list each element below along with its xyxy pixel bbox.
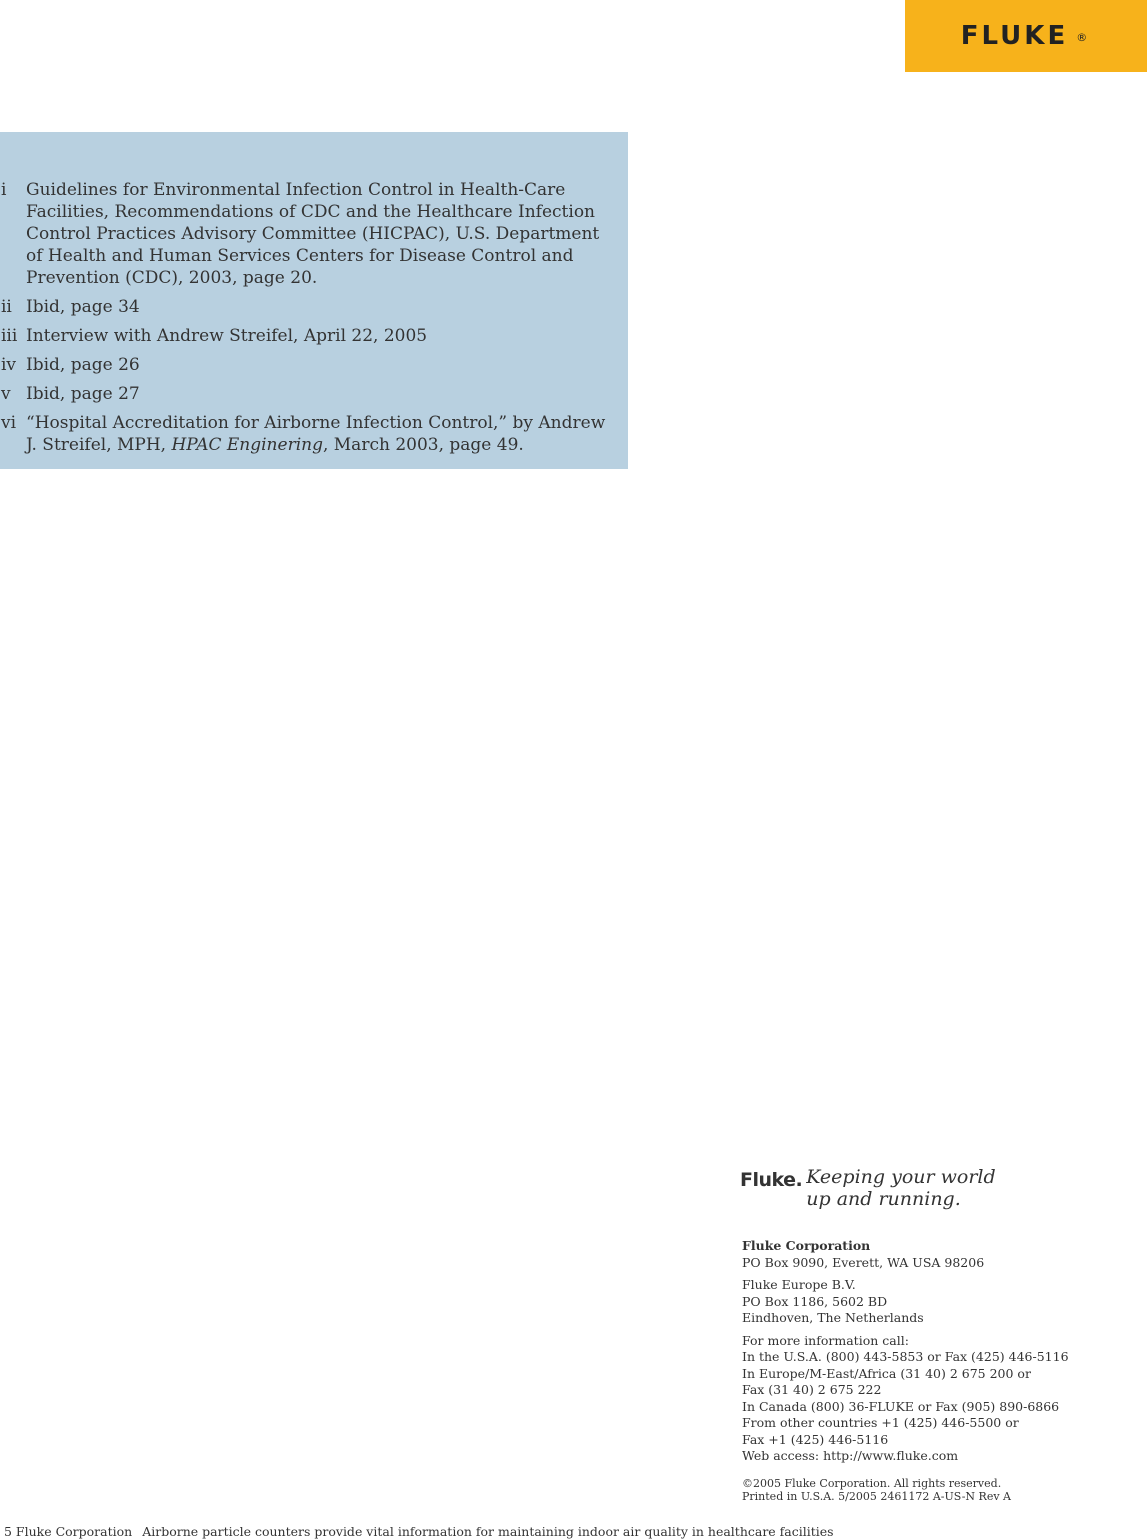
europe-line: Eindhoven, The Netherlands xyxy=(742,1310,924,1325)
info-line: In Canada (800) 36-FLUKE or Fax (905) 890-6866 xyxy=(742,1398,1060,1414)
registered-mark: ® xyxy=(1076,30,1088,44)
endnote xyxy=(0,412,608,456)
endnote xyxy=(0,354,608,376)
footer-title: Airborne particle counters provide vital information for maintaining indoor air quality in healthcare facilities xyxy=(142,1524,834,1539)
info-block xyxy=(742,1333,1142,1465)
endnote-text: Ibid, page 26 xyxy=(26,355,140,375)
endnote xyxy=(0,383,608,405)
publication-title: HPAC Enginering xyxy=(171,435,323,455)
footer-page: 5 Fluke Corporation xyxy=(4,1524,133,1539)
endnote-number: v xyxy=(1,384,11,404)
endnote-text-after: , March 2003, page 49. xyxy=(322,435,524,455)
corporation-block xyxy=(742,1238,1142,1271)
endnote-number: iv xyxy=(1,355,17,375)
tagline-slogan: Keeping your world up and running. xyxy=(806,1166,996,1210)
printed-info: Printed in U.S.A. 5/2005 2461172 A-US-N Rev A xyxy=(742,1489,1012,1503)
endnote-text-before: “Hospital Accreditation for Airborne Infection Control,” by Andrew J. Streifel, MPH, xyxy=(26,413,606,455)
contact-block xyxy=(742,1238,1142,1503)
endnote-text: Ibid, page 27 xyxy=(26,384,140,404)
tagline-brand: Fluke. xyxy=(740,1169,803,1191)
endnote xyxy=(0,296,608,318)
page-footer xyxy=(4,1524,834,1539)
corporation-address: PO Box 9090, Everett, WA USA 98206 xyxy=(742,1254,985,1270)
corporation-name: Fluke Corporation xyxy=(742,1238,871,1253)
info-line: For more information call: xyxy=(742,1332,909,1348)
logo-wordmark: FLUKE xyxy=(960,21,1069,51)
endnote-number: i xyxy=(1,180,7,200)
tagline xyxy=(740,1166,1006,1210)
info-line: In Europe/M-East/Africa (31 40) 2 675 200 or xyxy=(742,1365,1031,1381)
endnote-text: Guidelines for Environmental Infection Control in Health-Care Facilities, Recommendations of CDC and the Healthcare Infection Control Practices Advisory Committee (HICPAC), U.S. Department of Health and Human Services Centers for Disease Control and Prevention (CDC), 2003, page 20. xyxy=(26,180,600,288)
legal-block xyxy=(742,1477,1142,1503)
europe-line: Fluke Europe B.V. xyxy=(742,1277,856,1292)
info-line: In the U.S.A. (800) 443-5853 or Fax (425) 446-5116 xyxy=(742,1349,1069,1364)
endnote-number: vi xyxy=(1,413,17,433)
info-line: Fax (31 40) 2 675 222 xyxy=(742,1382,882,1397)
endnote-number: ii xyxy=(1,297,12,317)
europe-line: PO Box 1186, 5602 BD xyxy=(742,1293,888,1309)
copyright: ©2005 Fluke Corporation. All rights reserved. xyxy=(742,1476,1002,1490)
info-line: Fax +1 (425) 446-5116 xyxy=(742,1431,889,1447)
endnote-text: Ibid, page 34 xyxy=(26,297,140,317)
endnote xyxy=(0,325,608,347)
endnotes-box xyxy=(0,132,628,469)
web-access-line: Web access: http://www.fluke.com xyxy=(742,1448,959,1463)
endnote-number: iii xyxy=(1,326,18,346)
endnote-text xyxy=(26,412,608,456)
europe-block xyxy=(742,1277,1142,1327)
endnote xyxy=(0,179,608,289)
info-line: From other countries +1 (425) 446-5500 or xyxy=(742,1415,1019,1430)
endnote-text: Interview with Andrew Streifel, April 22, 2005 xyxy=(26,326,428,346)
fluke-logo xyxy=(905,0,1147,72)
